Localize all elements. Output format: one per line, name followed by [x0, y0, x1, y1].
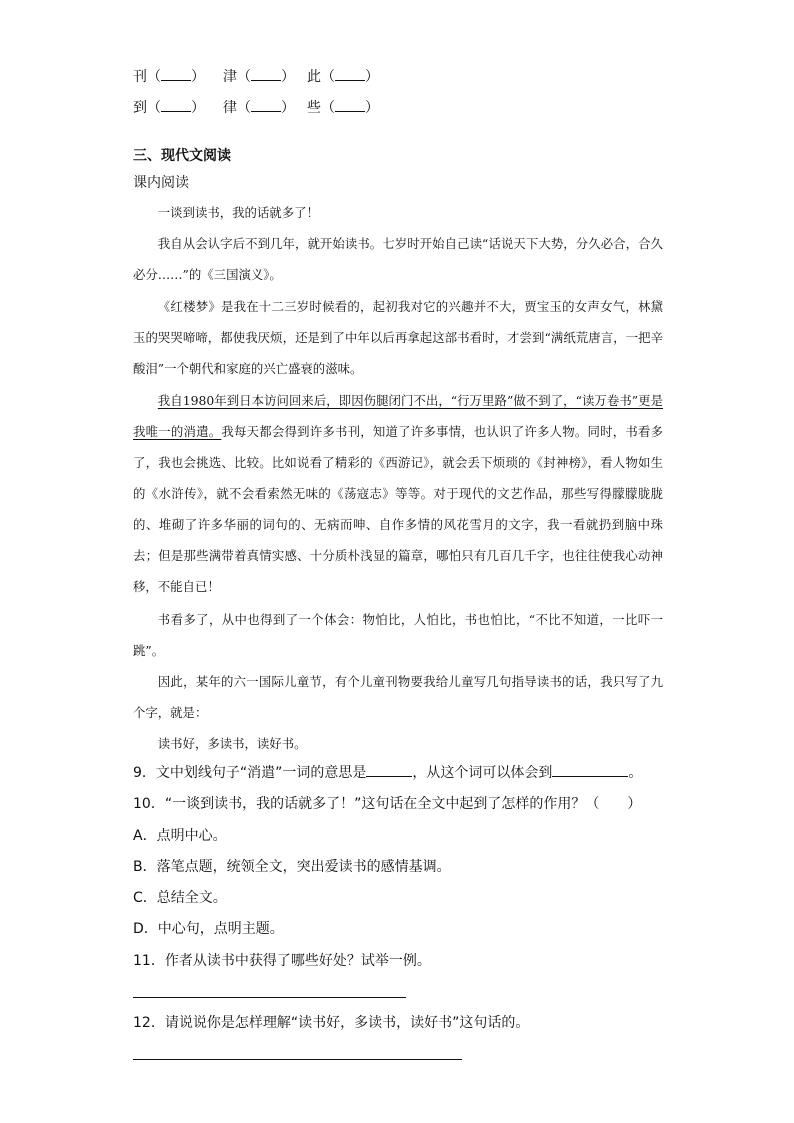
q9-blank-2[interactable] [552, 762, 628, 777]
section-subtitle: 课内阅读 [133, 175, 189, 191]
char-row-2: 到（ ） 律（ ） 些（ ） [133, 97, 379, 118]
question-12: 12．请说说你是怎样理解“读书好，多读书，读好书”这句话的。 [133, 1015, 530, 1031]
answer-blank[interactable] [335, 66, 365, 81]
char-item: 到 [133, 100, 147, 116]
char-item: 此 [307, 69, 321, 85]
option-b[interactable]: B．落笔点题，统领全文，突出爱读书的感情基调。 [133, 859, 451, 875]
question-10: 10．“一谈到读书，我的话就多了！”这句话在全文中起到了怎样的作用？（ ） [133, 796, 642, 812]
char-item: 律 [223, 100, 237, 116]
underlined-sentence: 我自1980年到日本访问回来后，即因伤腿闭门不出，“行万里路”做不到了，“读万卷书”更是我唯一的消遣。 [133, 393, 663, 439]
passage-paragraph-4-rest: 我每天都会得到许多书刊，知道了许多事情，也认识了许多人物。同时，书看多了，我也会挑选、比较。比如说看了精彩的《西游记》，就会丢下烦琐的《封神榜》，看人物如生的《水浒传》，就不会看索然无味的《荡寇志》等等。对于现代的文艺作品，那些写得朦朦胧胧的、堆砌了许多华丽的词句的、无病而呻、自作多情的风花雪月的文字，我一看就扔到脑中珠去；但是那些满带着真情实感、十分质朴浅显的篇章，哪怕只有几百几千字，也往往使我心动神移，不能自已！ [133, 424, 664, 594]
answer-blank[interactable] [335, 97, 365, 112]
option-d[interactable]: D．中心句，点明主题。 [133, 921, 284, 937]
section-title: 三、现代文阅读 [133, 148, 231, 164]
passage-paragraph-2: 我自从会认字后不到几年，就开始读书。七岁时开始自己读“话说天下大势，分久必合，合久必分……”的《三国演义》。 [133, 236, 663, 282]
char-row-1: 刊（ ） 津（ ） 此（ ） [133, 66, 379, 87]
passage-paragraph-6: 因此，某年的六一国际儿童节，有个儿童刊物要我给儿童写几句指导读书的话，我只写了九个字，就是： [133, 674, 663, 720]
char-item: 津 [223, 69, 237, 85]
char-item: 刊 [133, 69, 147, 85]
passage-paragraph-3: 《红楼梦》是我在十二三岁时候看的，起初我对它的兴趣并不大，贾宝玉的女声女气，林黛玉的哭哭啼啼，都使我厌烦，还是到了中年以后再拿起这部书看时，才尝到“满纸荒唐言，一把辛酸泪”一个朝代和家庭的兴亡盛衰的滋味。 [133, 299, 663, 376]
option-c[interactable]: C．总结全文。 [133, 890, 227, 906]
passage-paragraph-5: 书看多了，从中也得到了一个体会：物怕比，人怕比，书也怕比，“不比不知道，一比吓一跳”。 [133, 612, 663, 658]
passage-paragraph-4 [133, 385, 663, 602]
answer-blank[interactable] [161, 97, 191, 112]
q9-blank-1[interactable] [366, 762, 412, 777]
q11-answer-line[interactable] [133, 997, 406, 998]
option-a[interactable]: A．点明中心。 [133, 828, 227, 844]
answer-blank[interactable] [161, 66, 191, 81]
question-9: 9．文中划线句子“消遣”一词的意思是 ，从这个词可以体会到 。 [133, 762, 642, 783]
answer-blank[interactable] [251, 97, 281, 112]
q12-answer-line[interactable] [133, 1059, 462, 1060]
answer-blank[interactable] [251, 66, 281, 81]
char-item: 些 [307, 100, 321, 116]
question-11: 11．作者从读书中获得了哪些好处？试举一例。 [133, 953, 431, 969]
passage-paragraph-1: 一谈到读书，我的话就多了！ [157, 205, 319, 220]
passage-paragraph-7: 读书好，多读书，读好书。 [157, 736, 307, 751]
